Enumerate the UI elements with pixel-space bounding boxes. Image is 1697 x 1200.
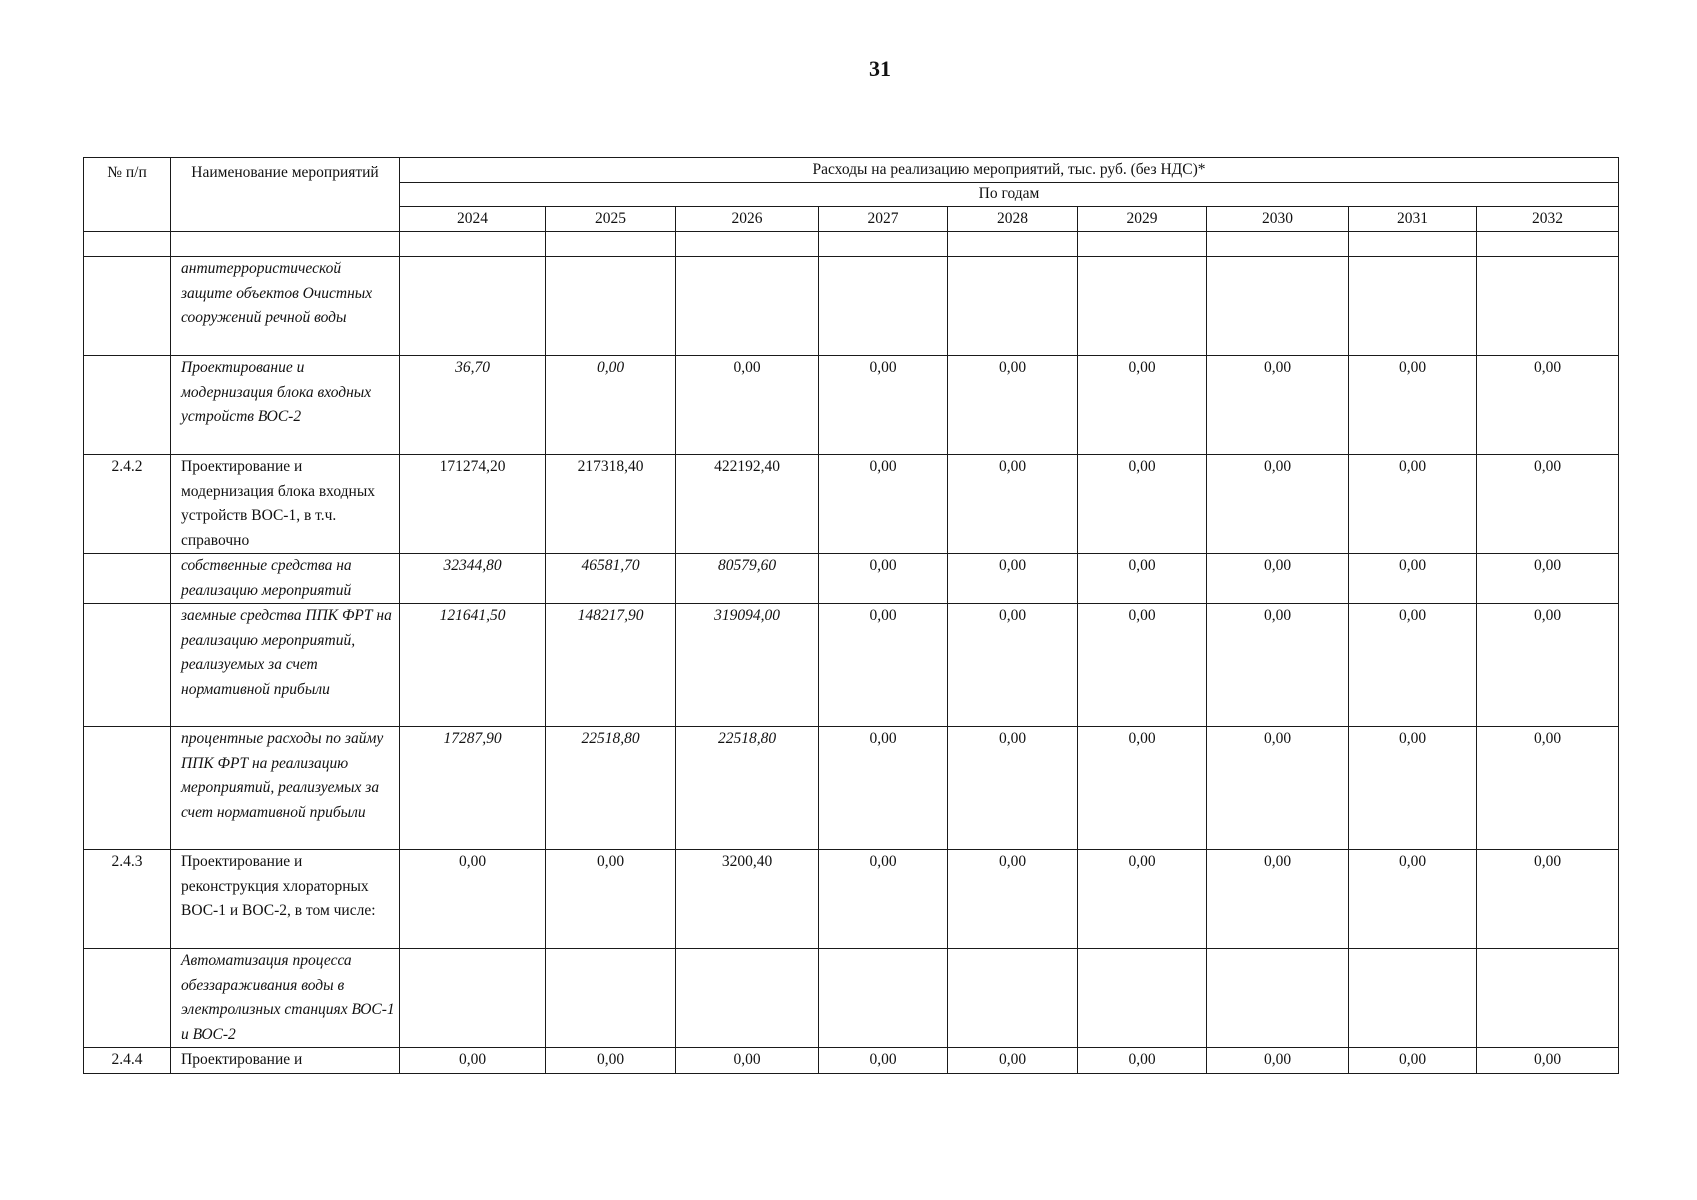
year-value-cell: 0,00: [819, 727, 948, 850]
empty-cell: [819, 232, 948, 257]
year-value-cell: 17287,90: [400, 727, 546, 850]
row-number: [84, 727, 171, 850]
year-value-cell: 0,00: [948, 604, 1078, 727]
year-value-cell: [948, 949, 1078, 1048]
page-number: 31: [869, 56, 891, 81]
year-header: 2024: [400, 207, 546, 232]
year-value-cell: [676, 949, 819, 1048]
empty-cell: [546, 232, 676, 257]
table-row: [84, 554, 1619, 604]
year-value-cell: 0,00: [676, 1048, 819, 1074]
year-value-cell: 0,00: [1078, 1048, 1207, 1074]
year-value-cell: 0,00: [1349, 455, 1477, 554]
year-header: 2030: [1207, 207, 1349, 232]
year-value-cell: 22518,80: [546, 727, 676, 850]
year-value-cell: 0,00: [819, 1048, 948, 1074]
year-value-cell: 0,00: [1078, 850, 1207, 949]
year-value-cell: 0,00: [819, 850, 948, 949]
activity-name: собственные средства на реализацию мероприятий: [171, 554, 400, 604]
row-number: [84, 356, 171, 455]
activity-name: Проектирование и модернизация блока входных устройств ВОС-1, в т.ч. справочно: [171, 455, 400, 554]
header-row-1: [84, 158, 1619, 183]
year-value-cell: 0,00: [546, 356, 676, 455]
activity-name: процентные расходы по займу ППК ФРТ на реализацию мероприятий, реализуемых за счет нормативной прибыли: [171, 727, 400, 850]
year-value-cell: 0,00: [819, 356, 948, 455]
year-value-cell: 46581,70: [546, 554, 676, 604]
empty-cell: [948, 232, 1078, 257]
year-value-cell: 148217,90: [546, 604, 676, 727]
column-header-number: № п/п: [84, 158, 171, 232]
year-value-cell: [1207, 257, 1349, 356]
year-value-cell: 3200,40: [676, 850, 819, 949]
year-value-cell: 0,00: [1477, 455, 1619, 554]
year-value-cell: 0,00: [1477, 1048, 1619, 1074]
year-value-cell: 0,00: [1078, 727, 1207, 850]
year-value-cell: [948, 257, 1078, 356]
row-number: [84, 554, 171, 604]
table-row: [84, 727, 1619, 850]
year-value-cell: 0,00: [1477, 604, 1619, 727]
empty-cell: [1477, 232, 1619, 257]
row-number: 2.4.3: [84, 850, 171, 949]
year-value-cell: 0,00: [1349, 1048, 1477, 1074]
year-value-cell: 121641,50: [400, 604, 546, 727]
year-value-cell: [819, 949, 948, 1048]
year-value-cell: 0,00: [948, 554, 1078, 604]
year-value-cell: 0,00: [819, 455, 948, 554]
empty-spacer-row: [84, 232, 1619, 257]
expenses-title: Расходы на реализацию мероприятий, тыс. руб. (без НДС)*: [400, 158, 1619, 183]
table-row: [84, 455, 1619, 554]
row-number: [84, 604, 171, 727]
activity-name: Проектирование и модернизация блока входных устройств ВОС-2: [171, 356, 400, 455]
activity-name: заемные средства ППК ФРТ на реализацию мероприятий, реализуемых за счет нормативной прибыли: [171, 604, 400, 727]
by-years-header: По годам: [400, 182, 1619, 207]
year-header: 2028: [948, 207, 1078, 232]
year-header: 2031: [1349, 207, 1477, 232]
year-value-cell: [400, 257, 546, 356]
year-value-cell: 0,00: [546, 1048, 676, 1074]
year-value-cell: [1078, 949, 1207, 1048]
year-header: 2032: [1477, 207, 1619, 232]
activity-name: Автоматизация процесса обеззараживания воды в электролизных станциях ВОС-1 и ВОС-2: [171, 949, 400, 1048]
year-value-cell: 0,00: [1477, 554, 1619, 604]
year-value-cell: [1477, 257, 1619, 356]
year-value-cell: 0,00: [1477, 356, 1619, 455]
year-value-cell: [546, 949, 676, 1048]
table-row: [84, 1048, 1619, 1074]
year-value-cell: 0,00: [1477, 850, 1619, 949]
empty-cell: [171, 232, 400, 257]
empty-cell: [1349, 232, 1477, 257]
empty-cell: [84, 232, 171, 257]
year-value-cell: 36,70: [400, 356, 546, 455]
year-value-cell: 0,00: [400, 1048, 546, 1074]
year-value-cell: 217318,40: [546, 455, 676, 554]
expenses-table: [83, 157, 1619, 1074]
year-value-cell: 0,00: [1078, 604, 1207, 727]
year-value-cell: 0,00: [948, 727, 1078, 850]
year-value-cell: 0,00: [1207, 727, 1349, 850]
table-row: [84, 949, 1619, 1048]
year-header: 2027: [819, 207, 948, 232]
column-header-name: Наименование мероприятий: [171, 158, 400, 232]
year-value-cell: 0,00: [1207, 554, 1349, 604]
year-value-cell: 0,00: [1349, 554, 1477, 604]
year-value-cell: [400, 949, 546, 1048]
row-number: 2.4.2: [84, 455, 171, 554]
year-header: 2029: [1078, 207, 1207, 232]
table-row: [84, 257, 1619, 356]
empty-cell: [400, 232, 546, 257]
row-number: 2.4.4: [84, 1048, 171, 1074]
year-value-cell: 0,00: [1207, 1048, 1349, 1074]
year-value-cell: [1349, 949, 1477, 1048]
year-value-cell: 0,00: [1349, 356, 1477, 455]
year-value-cell: 0,00: [1349, 604, 1477, 727]
year-value-cell: 0,00: [948, 1048, 1078, 1074]
year-value-cell: 0,00: [1349, 727, 1477, 850]
year-value-cell: [1207, 949, 1349, 1048]
year-value-cell: 0,00: [676, 356, 819, 455]
year-value-cell: 171274,20: [400, 455, 546, 554]
year-value-cell: [1477, 949, 1619, 1048]
year-header: 2026: [676, 207, 819, 232]
activity-name: Проектирование и реконструкция хлораторных ВОС-1 и ВОС-2, в том числе:: [171, 850, 400, 949]
year-header: 2025: [546, 207, 676, 232]
year-value-cell: 0,00: [1078, 356, 1207, 455]
empty-cell: [1078, 232, 1207, 257]
year-value-cell: [676, 257, 819, 356]
year-value-cell: 0,00: [546, 850, 676, 949]
year-value-cell: 0,00: [948, 356, 1078, 455]
year-value-cell: 0,00: [1207, 850, 1349, 949]
year-value-cell: 319094,00: [676, 604, 819, 727]
year-value-cell: [1349, 257, 1477, 356]
year-value-cell: 0,00: [1477, 727, 1619, 850]
year-value-cell: 0,00: [948, 850, 1078, 949]
table-row: [84, 604, 1619, 727]
year-value-cell: 0,00: [1078, 554, 1207, 604]
year-value-cell: 0,00: [1207, 455, 1349, 554]
empty-cell: [676, 232, 819, 257]
year-value-cell: 0,00: [1207, 604, 1349, 727]
row-number: [84, 949, 171, 1048]
empty-cell: [1207, 232, 1349, 257]
year-value-cell: 32344,80: [400, 554, 546, 604]
year-value-cell: 0,00: [1078, 455, 1207, 554]
year-value-cell: 0,00: [819, 604, 948, 727]
year-value-cell: 80579,60: [676, 554, 819, 604]
table-row: [84, 850, 1619, 949]
activity-name: Проектирование и: [171, 1048, 400, 1074]
year-value-cell: 0,00: [819, 554, 948, 604]
year-value-cell: [546, 257, 676, 356]
expenses-table-wrapper: [83, 157, 1619, 1074]
year-value-cell: 0,00: [1207, 356, 1349, 455]
year-value-cell: [819, 257, 948, 356]
year-value-cell: [1078, 257, 1207, 356]
row-number: [84, 257, 171, 356]
year-value-cell: 422192,40: [676, 455, 819, 554]
year-value-cell: 22518,80: [676, 727, 819, 850]
activity-name: антитеррористической защите объектов Очистных сооружений речной воды: [171, 257, 400, 356]
table-row: [84, 356, 1619, 455]
year-value-cell: 0,00: [400, 850, 546, 949]
year-value-cell: 0,00: [1349, 850, 1477, 949]
year-value-cell: 0,00: [948, 455, 1078, 554]
